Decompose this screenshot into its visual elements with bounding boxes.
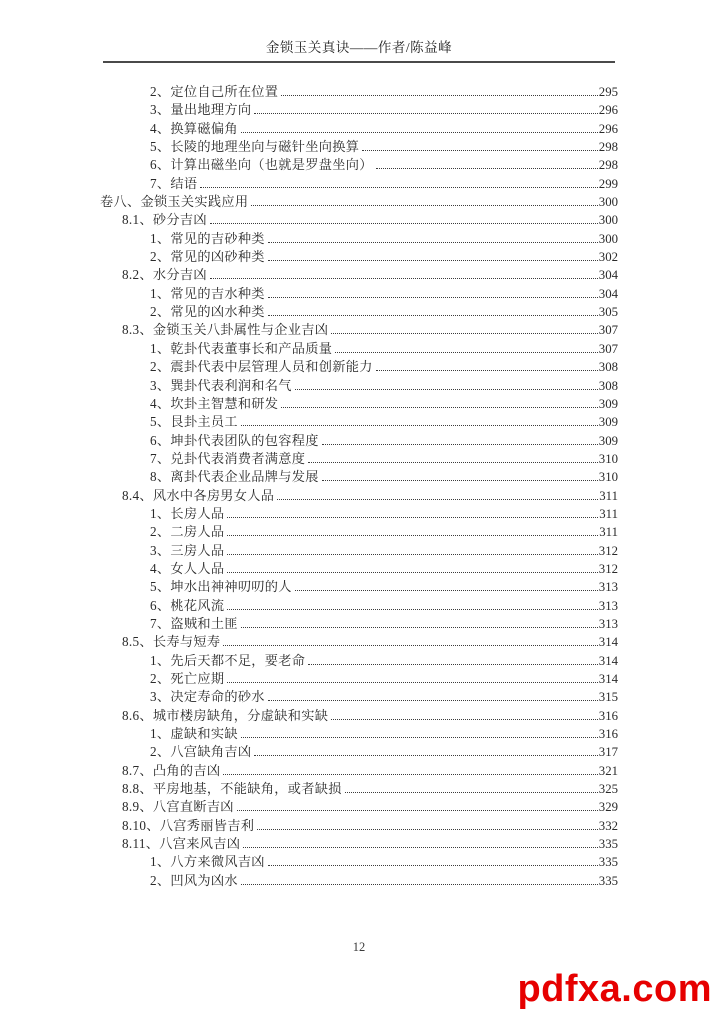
dot-leader — [200, 187, 597, 188]
toc-entry — [100, 377, 618, 395]
toc-entry-page-number: 314 — [598, 635, 618, 650]
toc-entry-label: 5、坤水出神神叨叨的人 — [150, 579, 292, 595]
toc-entry-label: 2、二房人品 — [150, 524, 225, 540]
toc-entry — [100, 780, 618, 798]
toc-entry — [100, 432, 618, 450]
dot-leader — [376, 168, 598, 169]
toc-entry-label: 2、震卦代表中层管理人员和创新能力 — [150, 359, 373, 375]
dot-leader — [268, 297, 598, 298]
toc-entry — [100, 817, 618, 835]
toc-entry-label: 8.1、砂分吉凶 — [122, 212, 207, 228]
dot-leader — [257, 829, 598, 830]
toc-entry-page-number: 302 — [598, 250, 618, 265]
dot-leader — [268, 242, 598, 243]
toc-entry-label: 1、常见的吉水种类 — [150, 285, 265, 301]
dot-leader — [268, 260, 598, 261]
toc-entry-label: 8.2、水分吉凶 — [122, 267, 207, 283]
dot-leader — [237, 810, 598, 811]
toc-entry — [100, 872, 618, 890]
toc-entry-label: 4、换算磁偏角 — [150, 120, 238, 136]
toc-entry-page-number: 311 — [599, 506, 618, 521]
toc-entry — [100, 101, 618, 119]
toc-entry-label: 8.5、长寿与短寿 — [122, 634, 221, 650]
toc-entry-label: 8.7、凸角的吉凶 — [122, 762, 221, 778]
dot-leader — [308, 462, 598, 463]
toc-entry-page-number: 307 — [598, 341, 618, 356]
dot-leader — [331, 719, 598, 720]
toc-entry-page-number: 313 — [598, 598, 618, 613]
toc-entry — [100, 523, 618, 541]
toc-entry-page-number: 307 — [598, 323, 618, 338]
dot-leader — [335, 352, 598, 353]
toc-entry-label: 3、决定寿命的砂水 — [150, 689, 265, 705]
toc-entry — [100, 798, 618, 816]
toc-entry-label: 8.6、城市楼房缺角，分虚缺和实缺 — [122, 707, 329, 723]
toc-entry-page-number: 300 — [598, 195, 618, 210]
toc-entry-label: 4、坎卦主智慧和研发 — [150, 395, 279, 411]
toc-entry-label: 2、死亡应期 — [150, 671, 225, 686]
toc-entry-page-number: 298 — [598, 140, 618, 155]
toc-entry-label: 2、八宫缺角吉凶 — [150, 744, 252, 760]
toc-entry-label: 8.10、八宫秀丽皆吉利 — [122, 817, 255, 833]
toc-entry — [100, 193, 618, 211]
toc-entry-page-number: 316 — [598, 727, 618, 742]
toc-entry-page-number: 335 — [598, 873, 618, 888]
dot-leader — [251, 205, 597, 206]
toc-entry — [100, 633, 618, 651]
toc-entry-label: 1、乾卦代表董事长和产品质量 — [150, 340, 333, 356]
dot-leader — [268, 700, 598, 701]
toc-entry-label: 1、先后天都不足，要老命 — [150, 652, 306, 668]
dot-leader — [227, 554, 597, 555]
toc-entry-page-number: 335 — [598, 837, 618, 852]
toc-entry-label: 5、长陵的地理坐向与磁针坐向换算 — [150, 139, 360, 155]
toc-entry-page-number: 329 — [598, 800, 618, 815]
toc-entry — [100, 358, 618, 376]
toc-entry — [100, 321, 618, 339]
toc-entry — [100, 211, 618, 229]
toc-entry-page-number: 308 — [598, 360, 618, 375]
dot-leader — [241, 737, 598, 738]
toc-entry-label: 2、凹风为凶水 — [150, 872, 238, 888]
toc-entry-page-number: 310 — [598, 451, 618, 466]
toc-entry-label: 2、常见的凶水种类 — [150, 304, 265, 320]
toc-entry — [100, 560, 618, 578]
toc-entry — [100, 303, 618, 321]
toc-entry-page-number: 300 — [598, 213, 618, 228]
dot-leader — [268, 865, 598, 866]
footer-page-number: 12 — [352, 940, 366, 954]
toc-entry-label: 2、常见的凶砂种类 — [150, 249, 265, 265]
dot-leader — [268, 315, 598, 316]
dot-leader — [295, 389, 598, 390]
toc-entry-page-number: 314 — [598, 672, 618, 686]
toc-entry-page-number: 304 — [598, 268, 618, 283]
toc-entry-page-number: 325 — [598, 782, 618, 797]
toc-entry-label: 2、定位自己所在位置 — [150, 84, 279, 99]
toc-entry-page-number: 311 — [599, 525, 618, 540]
toc-entry-label: 8.4、风水中各房男女人品 — [122, 487, 275, 503]
toc-entry — [100, 835, 618, 853]
toc-entry — [100, 670, 618, 688]
toc-entry — [100, 285, 618, 303]
toc-entry-label: 6、计算出磁坐向（也就是罗盘坐向） — [150, 157, 373, 173]
toc-entry-page-number: 335 — [598, 855, 618, 870]
dot-leader — [223, 645, 597, 646]
dot-leader — [281, 407, 598, 408]
toc-entry — [100, 597, 618, 615]
toc-entry — [100, 248, 618, 266]
toc-entry-label: 4、女人人品 — [150, 560, 225, 576]
toc-entry-page-number: 295 — [598, 85, 618, 99]
toc-entry-page-number: 296 — [598, 103, 618, 118]
dot-leader — [322, 444, 598, 445]
dot-leader — [241, 132, 598, 133]
toc-entry-page-number: 309 — [598, 433, 618, 448]
toc-entry-page-number: 317 — [598, 745, 618, 760]
toc-entry-label: 1、虚缺和实缺 — [150, 726, 238, 742]
toc-entry-label: 卷八、金锁玉关实践应用 — [100, 194, 249, 210]
toc-entry — [100, 340, 618, 358]
dot-leader — [241, 627, 598, 628]
dot-leader — [227, 535, 598, 536]
dot-leader — [227, 517, 598, 518]
toc-entry — [100, 413, 618, 431]
toc-entry — [100, 725, 618, 743]
toc-entry-page-number: 316 — [598, 708, 618, 723]
toc-entry-label: 7、盗贼和土匪 — [150, 615, 238, 631]
toc-entry-label: 1、八方来微风吉凶 — [150, 854, 265, 870]
toc-entry-label: 6、坤卦代表团队的包容程度 — [150, 432, 319, 448]
toc-entry — [100, 505, 618, 523]
toc-entry — [100, 615, 618, 633]
toc-entry — [100, 743, 618, 761]
dot-leader — [227, 609, 597, 610]
toc-entry-label: 8.8、平房地基，不能缺角，或者缺损 — [122, 781, 342, 797]
toc-entry — [100, 450, 618, 468]
toc-entry — [100, 83, 618, 101]
toc-entry — [100, 395, 618, 413]
toc-entry-page-number: 321 — [598, 763, 618, 778]
toc-entry — [100, 487, 618, 505]
toc-entry-label: 1、常见的吉砂种类 — [150, 230, 265, 246]
toc-entry-label: 8、离卦代表企业品牌与发展 — [150, 469, 319, 485]
toc-entry-page-number: 312 — [598, 543, 618, 558]
toc-entry-label: 6、桃花风流 — [150, 597, 225, 613]
dot-leader — [223, 774, 597, 775]
toc-entry-label: 3、巽卦代表利润和名气 — [150, 377, 292, 393]
toc-entry-label: 8.11、八宫来风吉凶 — [122, 836, 241, 852]
toc-entry-label: 3、量出地理方向 — [150, 102, 252, 118]
toc-entry-page-number: 304 — [598, 286, 618, 301]
toc-entry-page-number: 298 — [598, 158, 618, 173]
toc-entry-label: 7、兑卦代表消费者满意度 — [150, 450, 306, 466]
toc-list — [100, 83, 618, 890]
dot-leader — [362, 150, 598, 151]
toc-entry-page-number: 313 — [598, 580, 618, 595]
toc-entry-page-number: 315 — [598, 690, 618, 705]
toc-entry — [100, 707, 618, 725]
dot-leader — [376, 370, 598, 371]
toc-entry-page-number: 309 — [598, 415, 618, 430]
dot-leader — [308, 664, 598, 665]
dot-leader — [254, 755, 597, 756]
toc-entry-label: 8.3、金锁玉关八卦属性与企业吉凶 — [122, 322, 329, 338]
dot-leader — [295, 590, 598, 591]
dot-leader — [331, 333, 598, 334]
toc-entry — [100, 853, 618, 871]
dot-leader — [345, 792, 598, 793]
toc-entry-page-number: 332 — [598, 818, 618, 833]
dot-leader — [241, 884, 598, 885]
dot-leader — [227, 682, 597, 683]
toc-entry-page-number: 299 — [598, 176, 618, 191]
toc-entry-page-number: 313 — [598, 616, 618, 631]
dot-leader — [281, 95, 598, 96]
toc-entry — [100, 138, 618, 156]
dot-leader — [210, 278, 598, 279]
dot-leader — [241, 425, 598, 426]
toc-entry-label: 7、结语 — [150, 175, 198, 191]
toc-entry-label: 1、长房人品 — [150, 505, 225, 521]
toc-entry-page-number: 305 — [598, 305, 618, 320]
toc-entry-page-number: 300 — [598, 231, 618, 246]
toc-entry-page-number: 296 — [598, 121, 618, 136]
dot-leader — [210, 223, 598, 224]
toc-entry-page-number: 308 — [598, 378, 618, 393]
toc-entry-page-number: 314 — [598, 653, 618, 668]
dot-leader — [277, 499, 598, 500]
watermark-text: pdfxa.com — [517, 968, 712, 1010]
toc-entry — [100, 688, 618, 706]
toc-entry — [100, 652, 618, 670]
toc-entry-page-number: 311 — [599, 488, 618, 503]
toc-entry-page-number: 312 — [598, 561, 618, 576]
toc-entry-label: 3、三房人品 — [150, 542, 225, 558]
toc-entry-label: 8.9、八宫直断吉凶 — [122, 799, 234, 815]
toc-entry — [100, 230, 618, 248]
toc-entry-page-number: 310 — [598, 470, 618, 485]
toc-entry — [100, 175, 618, 193]
header-divider-line — [103, 61, 615, 63]
toc-entry — [100, 542, 618, 560]
toc-entry — [100, 266, 618, 284]
toc-entry-page-number: 309 — [598, 396, 618, 411]
toc-entry — [100, 156, 618, 174]
toc-entry — [100, 120, 618, 138]
toc-entry — [100, 762, 618, 780]
dot-leader — [322, 480, 598, 481]
toc-entry — [100, 578, 618, 596]
dot-leader — [254, 113, 597, 114]
toc-entry-label: 5、艮卦主员工 — [150, 414, 238, 430]
toc-entry — [100, 468, 618, 486]
page-header-title: 金锁玉关真诀——作者/陈益峰 — [265, 40, 453, 55]
dot-leader — [243, 847, 598, 848]
dot-leader — [227, 572, 597, 573]
